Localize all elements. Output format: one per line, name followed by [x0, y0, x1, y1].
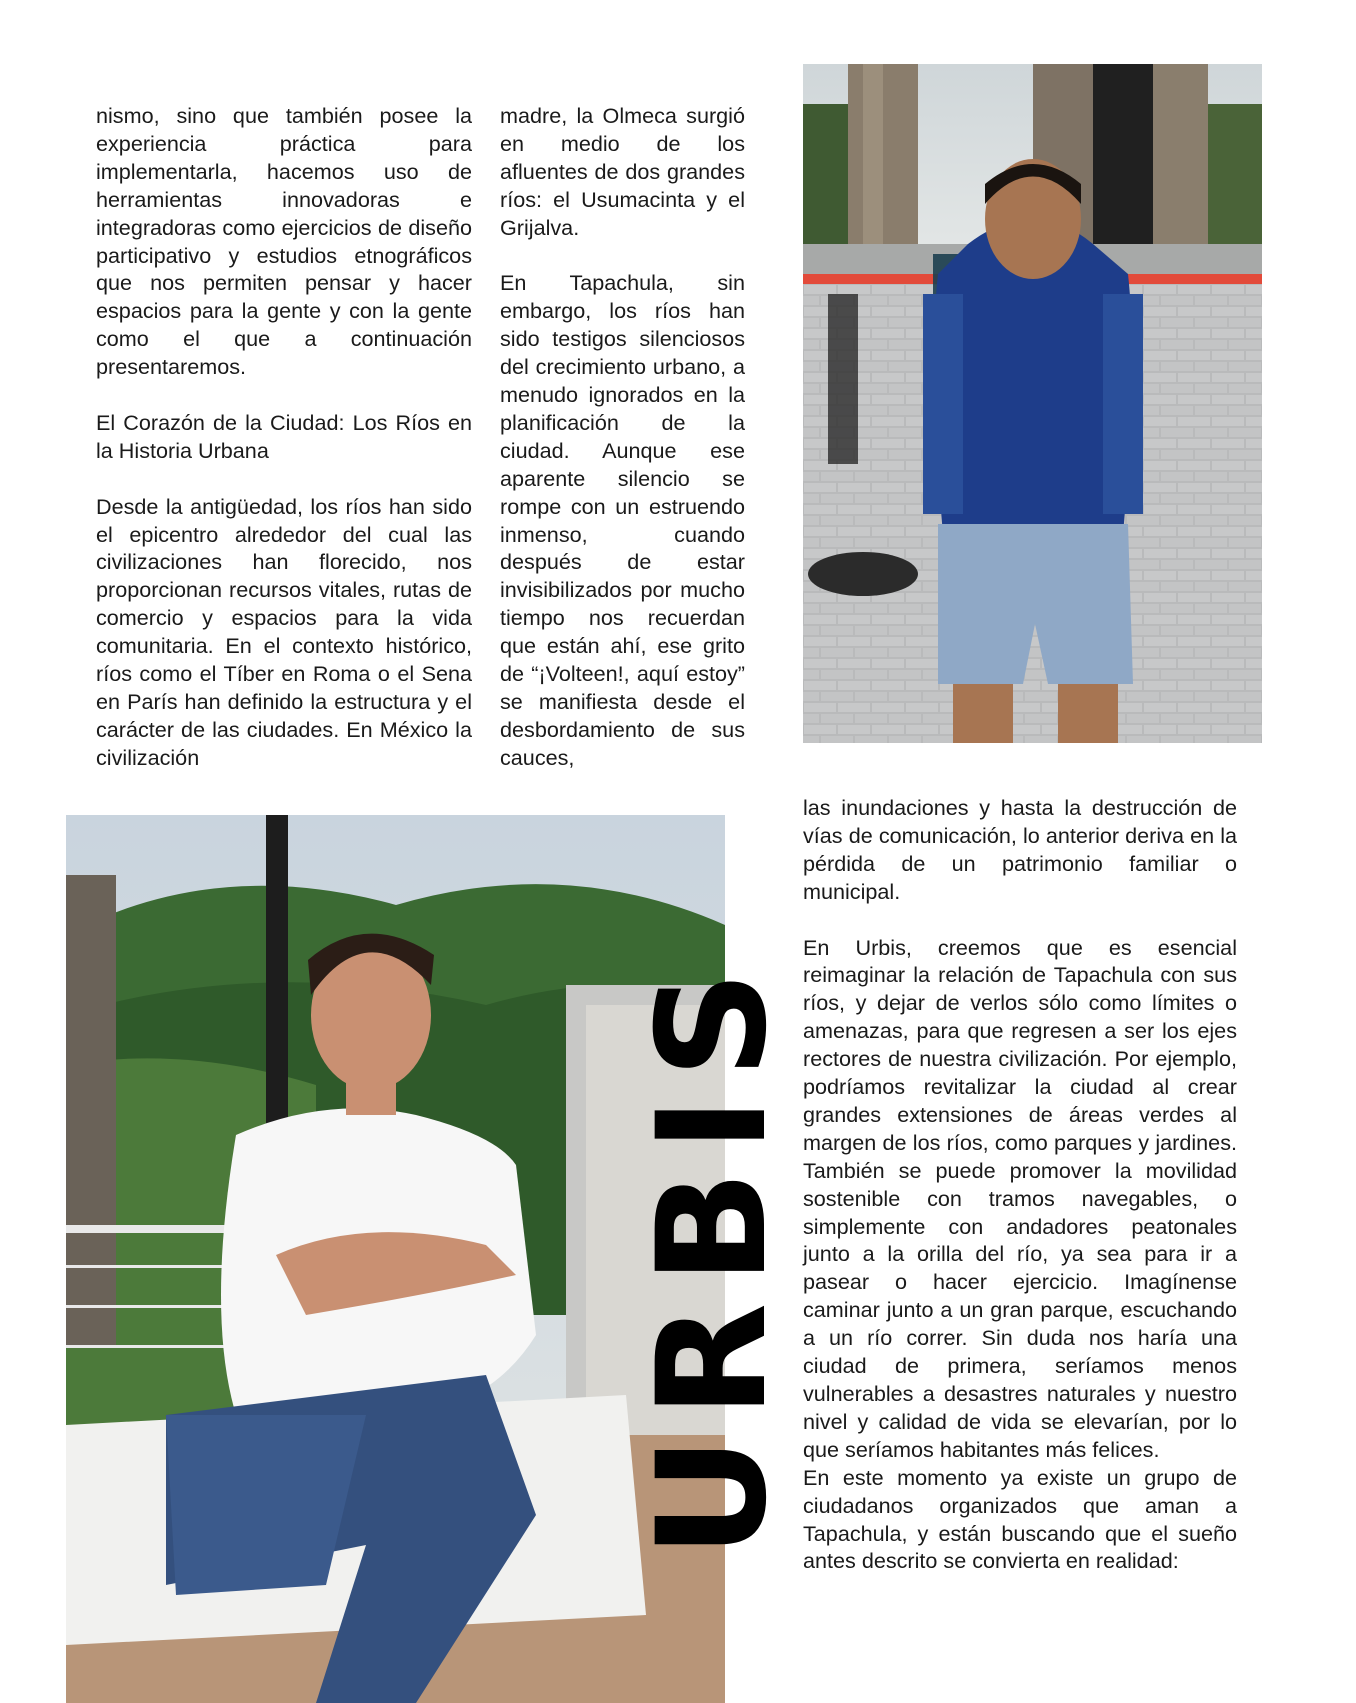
paragraph: Desde la antigüedad, los ríos han sido el epicentro alrededor del cual las civilizaciones han florecido, nos proporcionan recursos vitales, rutas de comercio y espacios para la vida comunitaria. En el contexto histórico, ríos como el Tíber en Roma o el Sena en París han definido la estructura y el carácter de las ciudades. En México la civilización [96, 493, 472, 770]
column-2 [500, 102, 745, 772]
column-3 [803, 794, 1237, 1575]
paragraph: En Urbis, creemos que es esencial reimaginar la relación de Tapachula con sus ríos, y dejar de verlos sólo como límites o amenazas, para que regresen a ser los ejes rectores de nuestra civilización. Por ejemplo, podríamos revitalizar la ciudad al crear grandes extensiones de áreas verdes al margen de los ríos, como parques y jardines. También se puede promover la movilidad sostenible con tramos navegables, o simplemente con andadores peatonales junto a la orilla del río, ya sea para ir a pasear o hacer ejercicio. Imagínense caminar junto a un gran parque, escuchando a un río correr. Sin duda nos haría una ciudad de primera, seríamos menos vulnerables a desastres naturales y nuestro nivel y calidad de vida se elevarían, por lo que seríamos habitantes más felices. [803, 934, 1237, 1462]
column-1 [96, 102, 472, 772]
paragraph: las inundaciones y hasta la destrucción de vías de comunicación, lo anterior deriva en la pérdida de un patrimonio familiar o municipal. [803, 795, 1237, 904]
vertical-title: URBIS [626, 952, 800, 1558]
paragraph: En Tapachula, sin embargo, los ríos han sido testigos silenciosos del crecimiento urbano, a menudo ignorados en la planificación de la ciudad. Aunque ese aparente silencio se rompe con un estruendo inmenso, cuando después de estar invisibilizados por mucho tiempo nos recuerdan que están ahí, ese grito de “¡Volteen!, aquí estoy” se manifiesta desde el desbordamiento de sus cauces, [500, 270, 745, 770]
section-heading: El Corazón de la Ciudad: Los Ríos en la Historia Urbana [96, 409, 472, 463]
photo-man-standing-plaza [803, 64, 1262, 743]
paragraph: madre, la Olmeca surgió en medio de los afluentes de dos grandes ríos: el Usumacinta y el Grijalva. [500, 103, 745, 240]
paragraph: nismo, sino que también posee la experiencia práctica para implementarla, hacemos uso de herramientas innovadoras e integradoras como ejercicios de diseño participativo y estudios etnográficos que nos permiten pensar y hacer espacios para la gente y con la gente como el que a continuación presentaremos. [96, 103, 472, 380]
paragraph: En este momento ya existe un grupo de ciudadanos organizados que aman a Tapachula, y están buscando que el sueño antes descrito se convierta en realidad: [803, 1464, 1237, 1574]
